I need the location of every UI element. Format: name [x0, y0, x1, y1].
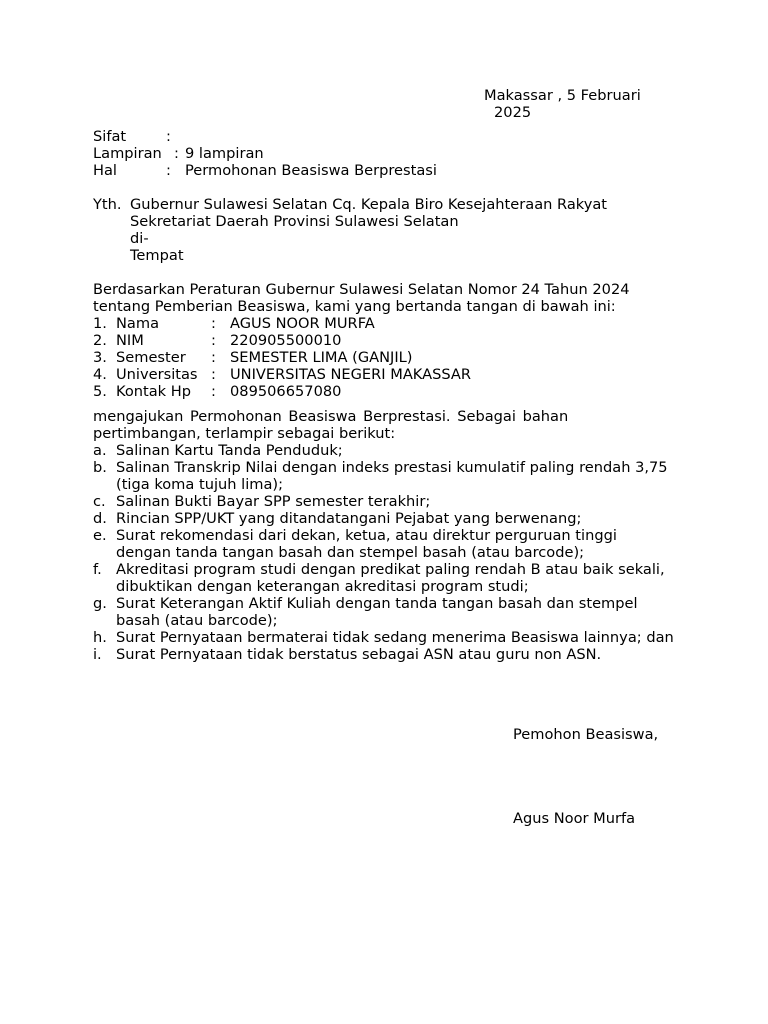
identity-number: 4.: [93, 366, 107, 383]
identity-number: 2.: [93, 332, 107, 349]
list-item-text: Salinan Transkrip Nilai dengan indeks prestasi kumulatif paling rendah 3,75 (tiga koma tujuh lima);: [116, 459, 668, 493]
body-line-2: pertimbangan, terlampir sebagai berikut:: [93, 425, 396, 442]
signatory-name: Agus Noor Murfa: [513, 810, 636, 827]
letter-date: Makassar , 5 Februari: [484, 87, 641, 104]
sifat-separator: :: [166, 128, 171, 145]
identity-label: Kontak Hp: [116, 383, 192, 400]
hal-label: Hal: [93, 162, 117, 179]
list-item: [93, 527, 683, 561]
identity-value: SEMESTER LIMA (GANJIL): [230, 349, 413, 366]
list-marker: g.: [93, 595, 107, 612]
identity-number: 1.: [93, 315, 107, 332]
recipient-name: Gubernur Sulawesi Selatan Cq. Kepala Biro Kesejahteraan Rakyat: [130, 196, 608, 213]
body-line-1: mengajukan Permohonan Beasiswa Berprestasi. Sebagai bahan: [93, 408, 569, 425]
recipient-prefix: Yth.: [93, 196, 122, 213]
list-item: [93, 646, 683, 663]
list-item-text: Rincian SPP/UKT yang ditandatangani Pejabat yang berwenang;: [116, 510, 582, 527]
identity-separator: :: [211, 332, 216, 349]
recipient-line-3: di-: [130, 230, 149, 247]
list-marker: a.: [93, 442, 107, 459]
identity-separator: :: [211, 383, 216, 400]
list-marker: h.: [93, 629, 107, 646]
recipient-line-2: Sekretariat Daerah Provinsi Sulawesi Selatan: [130, 213, 459, 230]
hal-separator: :: [166, 162, 171, 179]
identity-label: Universitas: [116, 366, 198, 383]
list-item-text: Salinan Bukti Bayar SPP semester terakhir;: [116, 493, 431, 510]
identity-separator: :: [211, 349, 216, 366]
list-marker: c.: [93, 493, 106, 510]
identity-separator: :: [211, 315, 216, 332]
identity-value: 220905500010: [230, 332, 342, 349]
list-marker: d.: [93, 510, 107, 527]
identity-label: NIM: [116, 332, 144, 349]
identity-value: AGUS NOOR MURFA: [230, 315, 375, 332]
intro-line-1: Berdasarkan Peraturan Gubernur Sulawesi Selatan Nomor 24 Tahun 2024: [93, 281, 630, 298]
closing-title: Pemohon Beasiswa,: [513, 726, 659, 743]
identity-separator: :: [211, 366, 216, 383]
sifat-label: Sifat: [93, 128, 127, 145]
recipient-line-4: Tempat: [130, 247, 184, 264]
lampiran-label: Lampiran: [93, 145, 162, 162]
list-item: [93, 442, 683, 459]
identity-number: 5.: [93, 383, 107, 400]
list-item: [93, 459, 683, 493]
list-item-text: Salinan Kartu Tanda Penduduk;: [116, 442, 343, 459]
list-item-text: Surat Keterangan Aktif Kuliah dengan tanda tangan basah dan stempel basah (atau barcode);: [116, 595, 638, 629]
letter-date-year: 2025: [494, 104, 532, 121]
list-item-text: Akreditasi program studi dengan predikat paling rendah B atau baik sekali, dibuktikan dengan keterangan akreditasi program studi;: [116, 561, 665, 595]
list-marker: b.: [93, 459, 107, 476]
list-item: [93, 595, 683, 629]
hal-value: Permohonan Beasiswa Berprestasi: [185, 162, 437, 179]
list-item: [93, 493, 683, 510]
list-item: [93, 510, 683, 527]
list-item-text: Surat rekomendasi dari dekan, ketua, atau direktur perguruan tinggi dengan tanda tangan basah dan stempel basah (atau barcode);: [116, 527, 617, 561]
identity-value: 089506657080: [230, 383, 342, 400]
list-item: [93, 561, 683, 595]
identity-label: Nama: [116, 315, 160, 332]
list-marker: f.: [93, 561, 102, 578]
attachment-list: [93, 442, 683, 663]
intro-line-2: tentang Pemberian Beasiswa, kami yang bertanda tangan di bawah ini:: [93, 298, 616, 315]
list-item: [93, 629, 683, 646]
list-item-text: Surat Pernyataan tidak berstatus sebagai ASN atau guru non ASN.: [116, 646, 602, 663]
identity-number: 3.: [93, 349, 107, 366]
list-marker: i.: [93, 646, 102, 663]
identity-label: Semester: [116, 349, 186, 366]
lampiran-value: 9 lampiran: [185, 145, 264, 162]
list-marker: e.: [93, 527, 107, 544]
identity-value: UNIVERSITAS NEGERI MAKASSAR: [230, 366, 472, 383]
list-item-text: Surat Pernyataan bermaterai tidak sedang menerima Beasiswa lainnya; dan: [116, 629, 674, 646]
lampiran-separator: :: [174, 145, 179, 162]
